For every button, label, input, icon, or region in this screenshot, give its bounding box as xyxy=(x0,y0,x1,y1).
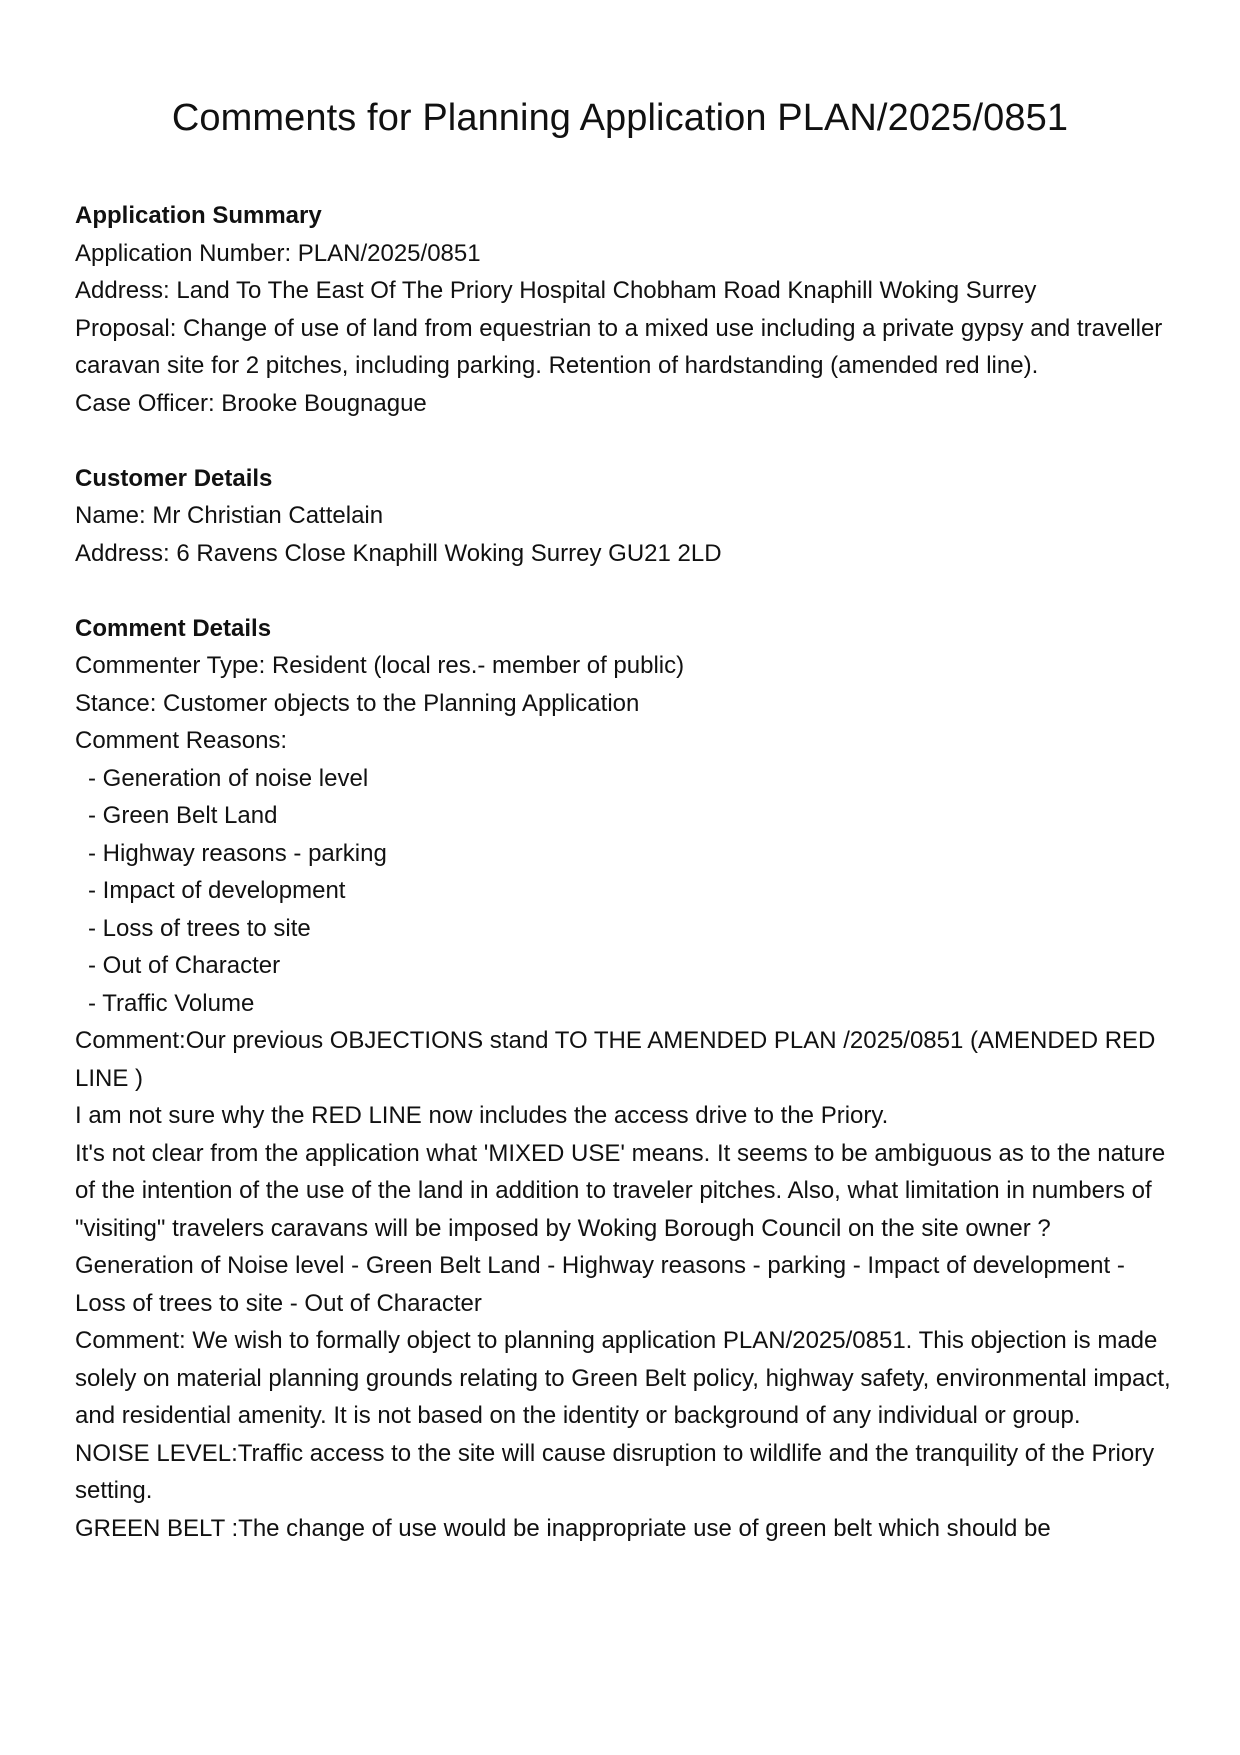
comment-paragraph: Comment: We wish to formally object to planning application PLAN/2025/0851. This objection is made solely on material planning grounds relating to Green Belt policy, highway safety, environmental impact, and residential amenity. It is not based on the identity or background of any individual or group. xyxy=(75,1327,1171,1429)
application-summary-section xyxy=(75,197,1175,422)
comment-reason-item: - Highway reasons - parking xyxy=(88,839,387,867)
case-officer: Case Officer: Brooke Bougnague xyxy=(75,389,427,417)
customer-details-section xyxy=(75,460,1175,573)
comment-details-section xyxy=(75,610,1175,1548)
commenter-type: Commenter Type: Resident (local res.- member of public) xyxy=(75,652,685,679)
customer-address: Address: 6 Ravens Close Knaphill Woking Surrey GU21 2LD xyxy=(75,539,722,567)
comment-paragraph: I am not sure why the RED LINE now includes the access drive to the Priory. xyxy=(75,1102,889,1129)
document-body xyxy=(75,197,1175,1547)
comment-reason-item: - Generation of noise level xyxy=(88,764,369,792)
section-spacer xyxy=(75,422,1175,460)
customer-details-heading: Customer Details xyxy=(75,464,273,492)
application-number: Application Number: PLAN/2025/0851 xyxy=(75,239,481,267)
application-address: Address: Land To The East Of The Priory Hospital Chobham Road Knaphill Woking Surrey xyxy=(75,277,1037,304)
comment-reason-item: - Green Belt Land xyxy=(88,802,278,829)
comment-paragraph: It's not clear from the application what 'MIXED USE' means. It seems to be ambiguous as to the nature of the intention of the use of the land in addition to traveler pitches. Also, what limitation in numbers of "visiting" travelers caravans will be imposed by Woking Borough Council on the site owner ? xyxy=(75,1139,1166,1242)
application-summary-heading: Application Summary xyxy=(75,202,322,229)
comment-paragraph: GREEN BELT :The change of use would be inappropriate use of green belt which should be xyxy=(75,1514,1051,1542)
application-proposal: Proposal: Change of use of land from equestrian to a mixed use including a private gypsy and traveller caravan site for 2 pitches, including parking. Retention of hardstanding (amended red line). xyxy=(75,314,1163,379)
comment-reasons-label: Comment Reasons: xyxy=(75,727,288,754)
comment-paragraph: Generation of Noise level - Green Belt Land - Highway reasons - parking - Impact of development - Loss of trees to site - Out of Character xyxy=(75,1252,1125,1317)
comment-reasons-list xyxy=(75,760,1175,1023)
comment-reason-item: - Loss of trees to site xyxy=(88,914,311,942)
comment-text xyxy=(75,1022,1175,1547)
comment-details-heading: Comment Details xyxy=(75,614,272,642)
section-spacer xyxy=(75,572,1175,610)
comment-paragraph: NOISE LEVEL:Traffic access to the site will cause disruption to wildlife and the tranquility of the Priory setting. xyxy=(75,1439,1155,1504)
comment-reason-item: - Traffic Volume xyxy=(88,989,255,1017)
comment-reason-item: - Impact of development xyxy=(88,877,346,904)
customer-name: Name: Mr Christian Cattelain xyxy=(75,502,384,529)
stance: Stance: Customer objects to the Planning Application xyxy=(75,689,640,717)
comment-paragraph: Comment:Our previous OBJECTIONS stand TO THE AMENDED PLAN /2025/0851 (AMENDED RED LINE ) xyxy=(75,1027,1156,1092)
comment-reason-item: - Out of Character xyxy=(88,952,281,979)
page-title: Comments for Planning Application PLAN/2025/0851 xyxy=(171,97,1069,139)
